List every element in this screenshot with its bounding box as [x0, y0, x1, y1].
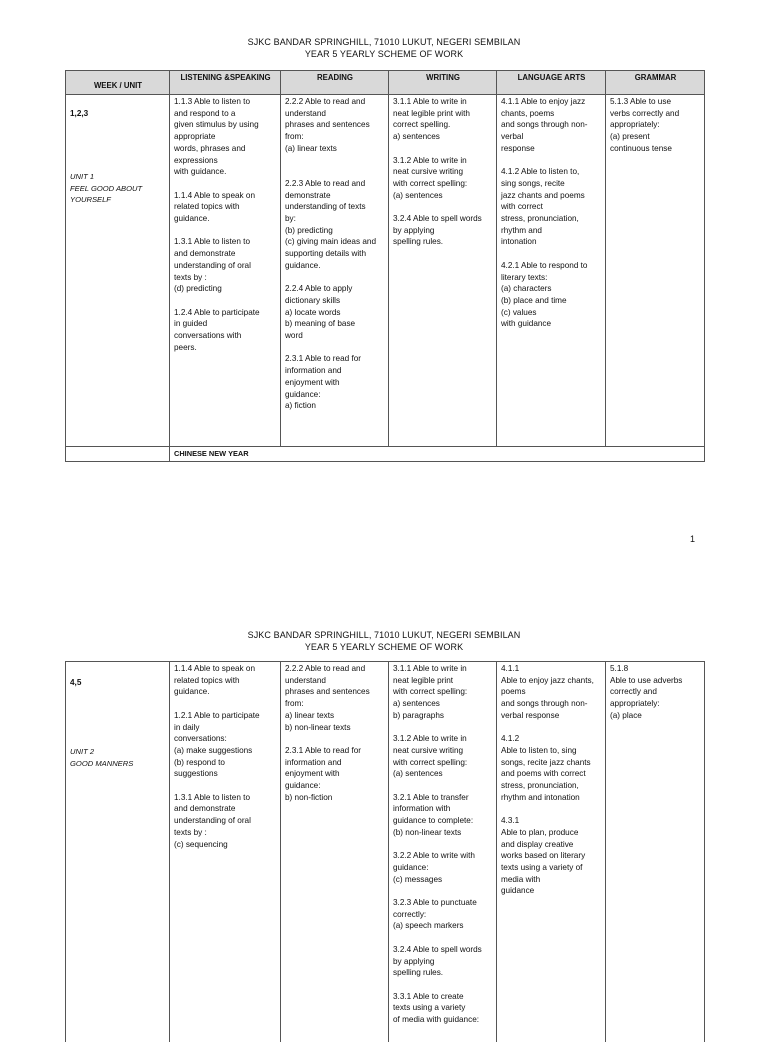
week-unit-cell [66, 95, 170, 447]
holiday-label: CHINESE NEW YEAR [170, 447, 705, 462]
unit-title: UNIT 1 FEEL GOOD ABOUT YOURSELF [70, 172, 143, 205]
listening-speaking-cell: 1.1.3 Able to listen to and respond to a given stimulus by using appropriate words, phrases and expressions with guidance. 1.1.4 Able to speak on related topics with guidance. 1.3.1 Able to listen to and demonstrate understanding of oral texts by : (d) predicting 1.2.4 Able to participate in guided conversations with peers. [170, 95, 281, 447]
holiday-empty-cell [66, 447, 170, 462]
listening-speaking-cell: 1.1.4 Able to speak on related topics with guidance. 1.2.1 Able to participate in daily conversations: (a) make suggestions (b) respond to suggestions 1.3.1 Able to listen to and demonstrate understanding of oral texts by : (c) sequencing [170, 662, 281, 1042]
column-header-writing: WRITING [389, 71, 497, 95]
writing-cell: 3.1.1 Able to write in neat legible print with correct spelling: a) sentences b) paragraphs 3.1.2 Able to write in neat cursive writing with correct spelling: (a) sentences 3.2.1 Able to transfer information with guidance to complete: (b) non-linear texts 3.2.2 Able to write with guidance: (c) messages 3.2.3 Able to punctuate correctly: (a) speech markers 3.2.4 Able to spell words by applying spelling rules. 3.3.1 Able to create texts using a variety of media with guidance: [389, 662, 497, 1042]
writing-cell: 3.1.1 Able to write in neat legible print with correct spelling. a) sentences 3.1.2 Able to write in neat cursive writing with correct spelling: (a) sentences 3.2.4 Able to spell words by applying spelling rules. [389, 95, 497, 447]
column-header-listening-speaking: LISTENING &SPEAKING [170, 71, 281, 95]
language-arts-cell: 4.1.1 Able to enjoy jazz chants, poems and songs through non- verbal response 4.1.2 Able to listen to, sing songs, recite jazz chants and poems with correct stress, pronunciation, rhythm and intonation 4.2.1 Able to respond to literary texts: (a) characters (b) place and time (c) values with guidance [497, 95, 606, 447]
scheme-title-page-2: YEAR 5 YEARLY SCHEME OF WORK [304, 642, 464, 652]
school-header-page-2: SJKC BANDAR SPRINGHILL, 71010 LUKUT, NEGERI SEMBILAN [247, 630, 521, 640]
page-number: 1 [690, 534, 696, 544]
school-header: SJKC BANDAR SPRINGHILL, 71010 LUKUT, NEGERI SEMBILAN [247, 37, 521, 47]
week-number: 4,5 [70, 677, 82, 687]
scheme-table-page-2 [65, 661, 705, 1042]
reading-cell: 2.2.2 Able to read and understand phrases and sentences from: (a) linear texts 2.2.3 Able to read and demonstrate understanding of texts by: (b) predicting (c) giving main ideas and supporting details with guidance. 2.2.4 Able to apply dictionary skills a) locate words b) meaning of base word 2.3.1 Able to read for information and enjoyment with guidance: a) fiction [281, 95, 389, 447]
column-header-reading: READING [281, 71, 389, 95]
column-header-week-unit: WEEK / UNIT [66, 71, 170, 95]
holiday-row [66, 447, 705, 462]
table-row [66, 95, 705, 447]
column-header-grammar: GRAMMAR [606, 71, 705, 95]
scheme-title: YEAR 5 YEARLY SCHEME OF WORK [304, 49, 464, 59]
grammar-cell: 5.1.8 Able to use adverbs correctly and appropriately: (a) place [606, 662, 705, 1042]
scheme-table [65, 70, 705, 462]
week-number: 1,2,3 [70, 108, 89, 118]
unit-title: UNIT 2 GOOD MANNERS [70, 747, 134, 768]
language-arts-cell: 4.1.1 Able to enjoy jazz chants, poems and songs through non- verbal response 4.1.2 Able to listen to, sing songs, recite jazz chants and poems with correct stress, pronunciation, rhythm and intonation 4.3.1 Able to plan, produce and display creative works based on literary texts using a variety of media with guidance [497, 662, 606, 1042]
week-unit-cell [66, 662, 170, 1042]
reading-cell: 2.2.2 Able to read and understand phrases and sentences from: a) linear texts b) non-linear texts 2.3.1 Able to read for information and enjoyment with guidance: b) non-fiction [281, 662, 389, 1042]
column-header-language-arts: LANGUAGE ARTS [497, 71, 606, 95]
grammar-cell: 5.1.3 Able to use verbs correctly and appropriately: (a) present continuous tense [606, 95, 705, 447]
table-row [66, 662, 705, 1042]
